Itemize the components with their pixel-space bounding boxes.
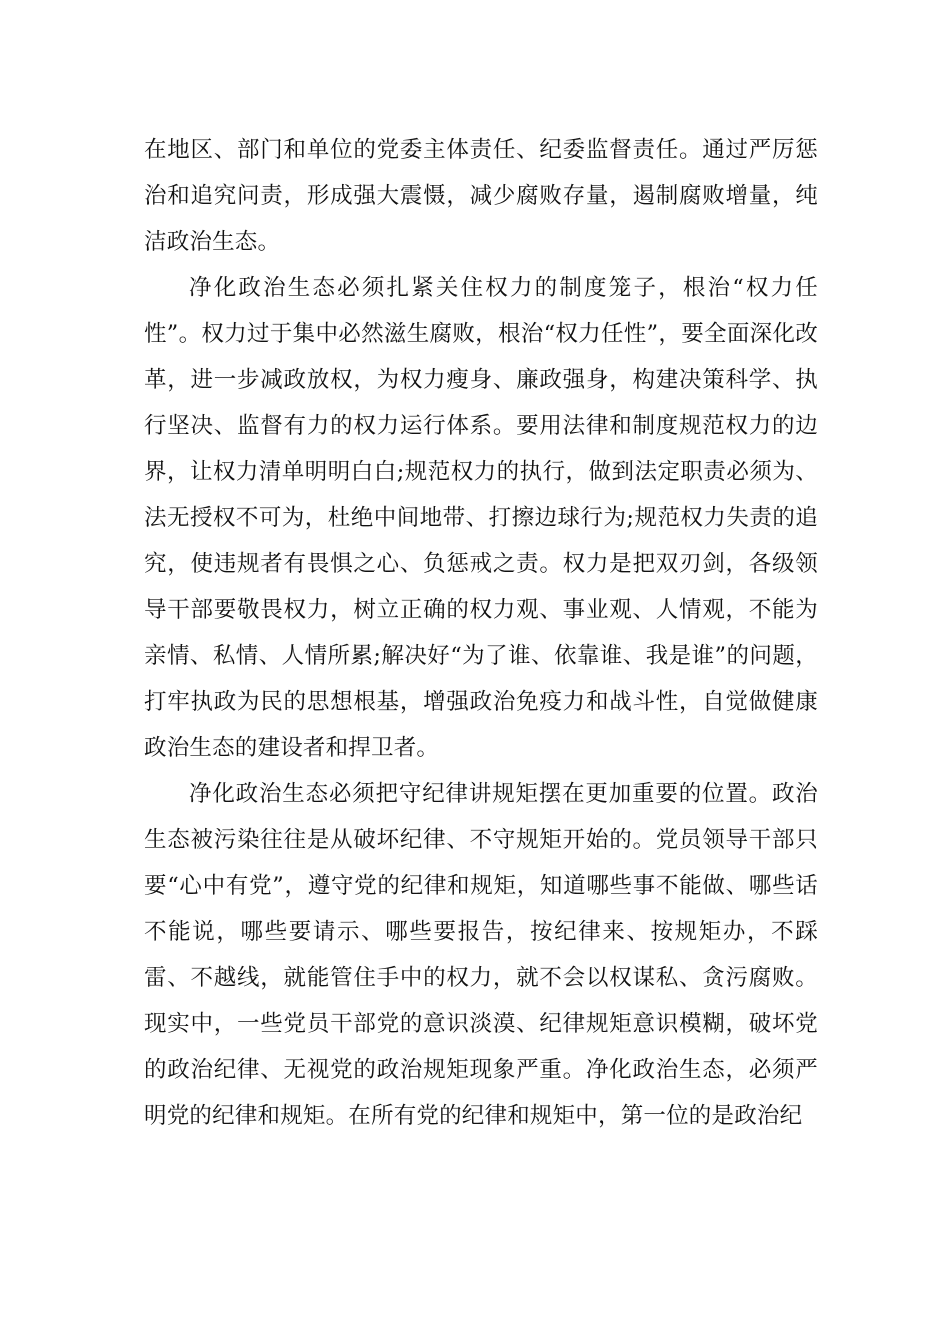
paragraph-power-system: 净化政治生态必须扎紧关住权力的制度笼子，根治“权力任性”。权力过于集中必然滋生腐败，根治“权力任性”，要全面深化改革，进一步减政放权，为权力瘦身、廉政强身，构建决策科学、执行坚决、监督有力的权力运行体系。要用法律和制度规范权力的边界，让权力清单明明白白;规范权力的执行，做到法定职责必须为、法无授权不可为，杜绝中间地带、打擦边球行为;规范权力失责的追究，使违规者有畏惧之心、负惩戒之责。权力是把双刃剑，各级领导干部要敬畏权力，树立正确的权力观、事业观、人情观，不能为亲情、私情、人情所累;解决好“为了谁、依靠谁、我是谁”的问题，打牢执政为民的思想根基，增强政治免疫力和战斗性，自觉做健康政治生态的建设者和捍卫者。	[144, 275, 818, 761]
paragraph-discipline-rules: 净化政治生态必须把守纪律讲规矩摆在更加重要的位置。政治生态被污染往往是从破坏纪律、不守规矩开始的。党员领导干部只要“心中有党”，遵守党的纪律和规矩，知道哪些事不能做、哪些话不能说，哪些要请示、哪些要报告，按纪律来、按规矩办，不踩雷、不越线，就能管住手中的权力，就不会以权谋私、贪污腐败。现实中，一些党员干部党的意识淡漠、纪律规矩意识模糊，破坏党的政治纪律、无视党的政治规矩现象严重。净化政治生态，必须严明党的纪律和规矩。在所有党的纪律和规矩中，第一位的是政治纪	[144, 781, 818, 1129]
paragraph-continuation: 在地区、部门和单位的党委主体责任、纪委监督责任。通过严厉惩治和追究问责，形成强大震慑，减少腐败存量，遏制腐败增量，纯洁政治生态。	[144, 137, 818, 255]
document-body	[144, 127, 818, 1139]
